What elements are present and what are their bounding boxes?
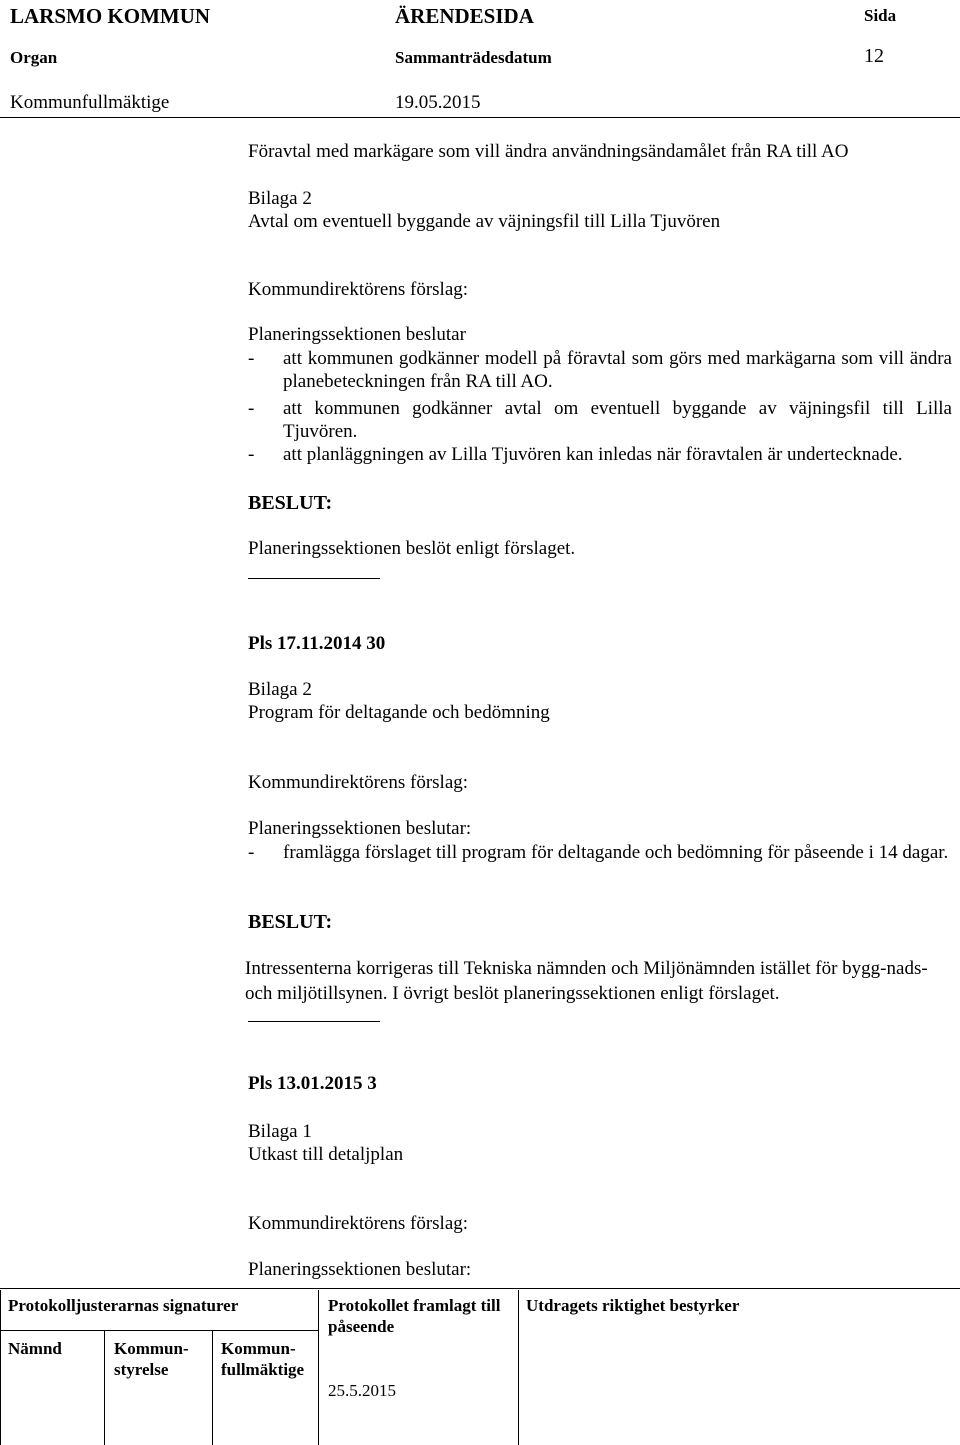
presented-date: 25.5.2015 <box>328 1381 396 1400</box>
bullet-text: att kommunen godkänner modell på föravtal som görs med markägarna som vill ändra planebeteckningen från RA till AO. <box>283 348 952 392</box>
col-fullmaktige: Kommun-fullmäktige <box>221 1339 305 1379</box>
signatures-label: Protokolljusterarnas signaturer <box>8 1296 239 1315</box>
decision-label: BESLUT: <box>248 911 333 933</box>
document-type: ÄRENDESIDA <box>395 4 534 28</box>
bullet-text: att kommunen godkänner avtal om eventuell byggande av väjningsfil till Lilla Tjuvören. <box>283 398 952 442</box>
header-divider <box>0 117 960 118</box>
organ-label: Organ <box>10 48 58 67</box>
decision-label: BESLUT: <box>248 492 333 514</box>
certified-label: Utdragets riktighet bestyrker <box>526 1296 740 1315</box>
list-item: - att kommunen godkänner modell på föravtal som görs med markägarna som vill ändra planebeteckningen från RA till AO. <box>248 348 952 392</box>
bullet-text: att planläggningen av Lilla Tjuvören kan inledas när föravtalen är undertecknade. <box>283 444 903 465</box>
list-item: - att kommunen godkänner avtal om eventuell byggande av väjningsfil till Lilla Tjuvören. <box>248 398 952 442</box>
proposal-label: Kommundirektörens förslag: <box>248 772 469 793</box>
bullet-text: framlägga förslaget till program för deltagande och bedömning för påseende i 14 dagar. <box>283 842 949 863</box>
date-label: Sammanträdesdatum <box>395 48 552 67</box>
attachment-label: Bilaga 1 <box>248 1121 312 1142</box>
decides-label: Planeringssektionen beslutar <box>248 324 466 345</box>
signature-footer <box>0 1290 960 1445</box>
municipality-name: LARSMO KOMMUN <box>10 4 211 28</box>
decides-label: Planeringssektionen beslutar: <box>248 818 472 839</box>
section3-attachment <box>248 1120 403 1166</box>
section-end-rule <box>248 1021 380 1022</box>
col-namnd: Nämnd <box>8 1339 62 1358</box>
decision-text: Intressenterna korrigeras till Tekniska nämnden och Miljönämnden istället för bygg-nads- och miljötillsynen. I övrigt beslöt planeringssektionen enligt förslaget. <box>245 958 928 1004</box>
col-styrelse: Kommun-styrelse <box>114 1339 189 1379</box>
decision-text: Planeringssektionen beslöt enligt förslaget. <box>248 538 576 559</box>
page-label: Sida <box>864 6 897 25</box>
section3-reference: Pls 13.01.2015 3 <box>248 1073 377 1094</box>
attachment-title: Avtal om eventuell byggande av väjningsfil till Lilla Tjuvören <box>248 211 721 232</box>
section2-reference: Pls 17.11.2014 30 <box>248 633 386 654</box>
footer-top-border <box>0 1288 960 1289</box>
attachment-label: Bilaga 2 <box>248 679 312 700</box>
list-item: - att planläggningen av Lilla Tjuvören kan inledas när föravtalen är undertecknade. <box>248 443 952 466</box>
section1-heading: Föravtal med markägare som vill ändra användningsändamålet från RA till AO <box>248 141 849 162</box>
attachment-title: Program för deltagande och bedömning <box>248 702 550 723</box>
section2-attachment <box>248 678 550 724</box>
attachment-title: Utkast till detaljplan <box>248 1144 404 1165</box>
section-end-rule <box>248 578 380 579</box>
presented-label: Protokollet framlagt till påseende <box>328 1296 501 1336</box>
proposal-label: Kommundirektörens förslag: <box>248 279 469 300</box>
proposal-label: Kommundirektörens förslag: <box>248 1213 469 1234</box>
decides-label: Planeringssektionen beslutar: <box>248 1259 472 1280</box>
organ-name: Kommunfullmäktige <box>10 92 170 113</box>
page-number: 12 <box>864 45 884 67</box>
list-item: - framlägga förslaget till program för deltagande och bedömning för påseende i 14 dagar. <box>248 841 952 864</box>
section1-attachment <box>248 187 720 233</box>
attachment-label: Bilaga 2 <box>248 188 312 209</box>
meeting-date: 19.05.2015 <box>395 92 481 113</box>
